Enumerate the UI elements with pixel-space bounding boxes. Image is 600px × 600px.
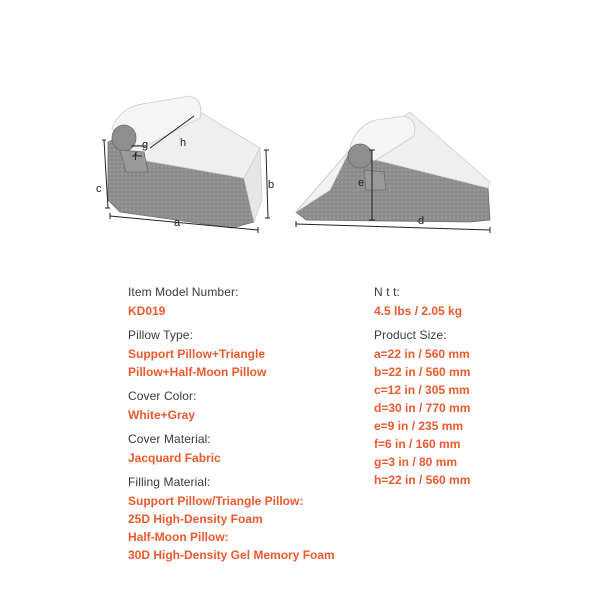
spec-value: 25D High-Density Foam [128,512,263,526]
dimension-label-h: h [180,137,187,149]
spec-net-weight [374,284,574,320]
dimension-label-g: g [142,139,149,151]
spec-value: Support Pillow+Triangle [128,347,266,361]
spec-value: b=22 in / 560 mm [374,365,471,379]
spec-value: g=3 in / 80 mm [374,455,458,469]
spec-value: KD019 [128,304,166,318]
specs-right-column [374,284,574,496]
wedge-pillow-front-view [108,96,262,228]
spec-value: 4.5 lbs / 2.05 kg [374,304,463,318]
wedge-pillow-side-view [296,112,490,222]
spec-filling-material [128,474,368,564]
dimension-label-d: d [418,215,425,227]
product-illustration [0,0,600,260]
spec-value: Jacquard Fabric [128,451,221,465]
spec-value: Pillow+Half-Moon Pillow [128,365,267,379]
dimension-label-b: b [268,179,275,191]
spec-value: f=6 in / 160 mm [374,437,461,451]
spec-label: Item Model Number: [128,285,239,299]
dimension-label-e: e [358,177,365,189]
spec-label: Cover Material: [128,432,211,446]
spec-value: White+Gray [128,408,196,422]
dimension-label-f: f [134,151,138,163]
spec-label: Pillow Type: [128,328,194,342]
spec-value: Half-Moon Pillow: [128,530,229,544]
spec-item-model-number [128,284,368,320]
spec-label: Filling Material: [128,475,211,489]
spec-value: Support Pillow/Triangle Pillow: [128,494,304,508]
spec-value: a=22 in / 560 mm [374,347,470,361]
spec-value: 30D High-Density Gel Memory Foam [128,548,335,562]
dimension-label-a: a [174,217,181,229]
spec-label: N t t: [374,285,400,299]
spec-label: Cover Color: [128,389,197,403]
spec-value: e=9 in / 235 mm [374,419,464,433]
spec-value: c=12 in / 305 mm [374,383,470,397]
spec-cover-color [128,388,368,424]
spec-value: h=22 in / 560 mm [374,473,471,487]
spec-pillow-type [128,327,368,381]
spec-product-size [374,327,574,489]
spec-value: d=30 in / 770 mm [374,401,471,415]
spec-label: Product Size: [374,328,447,342]
dimension-label-c: c [96,183,102,195]
spec-cover-material [128,431,368,467]
specs-left-column [128,284,368,571]
